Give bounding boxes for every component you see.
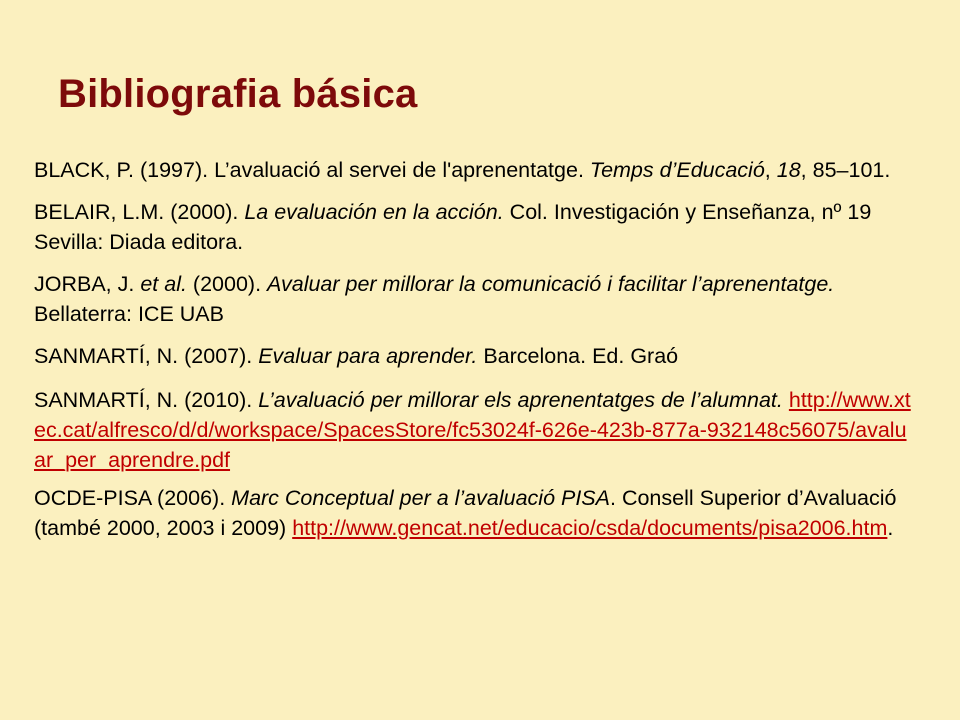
reference-text: BLACK, P. (1997). L’avaluació al servei de l'aprenentatge. [34, 158, 590, 182]
book-title: Evaluar para aprender. [258, 344, 478, 368]
reference-jorba-2000 [34, 269, 914, 329]
reference-text: , [764, 158, 777, 182]
reference-text: SANMARTÍ, N. (2010). [34, 388, 259, 412]
reference-text: , 85–101. [800, 158, 891, 182]
book-title: Avaluar per millorar la comunicació i facilitar l’aprenentatge. [267, 272, 835, 296]
reference-link-gencat[interactable]: http://www.gencat.net/educacio/csda/documents/pisa2006.htm [292, 516, 888, 540]
reference-text: . [887, 516, 894, 540]
reference-text: Barcelona. Ed. Graó [477, 344, 679, 368]
reference-text: . Consell Superior d’Avaluació (també 2000, 2003 i 2009) [34, 486, 897, 540]
reference-black-1997 [34, 155, 914, 185]
reference-text: (2000). [186, 272, 268, 296]
reference-sanmarti-2010 [34, 385, 914, 475]
document-title: Marc Conceptual per a l’avaluació PISA [231, 486, 610, 510]
reference-text: OCDE-PISA (2006). [34, 486, 232, 510]
reference-text: Bellaterra: ICE UAB [34, 302, 224, 326]
reference-text: BELAIR, L.M. (2000). [34, 200, 245, 224]
journal-title: Temps d’Educació [589, 158, 765, 182]
journal-volume: 18 [776, 158, 801, 182]
reference-text: Col. Investigación y Enseñanza, nº 19 Sevilla: Diada editora. [34, 200, 872, 254]
author-etal: et al. [140, 272, 187, 296]
reference-belair-2000 [34, 197, 914, 257]
reference-text: SANMARTÍ, N. (2007). [34, 344, 259, 368]
reference-text: JORBA, J. [34, 272, 141, 296]
reference-link-xtec[interactable]: http://www.xtec.cat/alfresco/d/d/workspace/SpacesStore/fc53024f-626e-423b-877a-932148c56075/avaluar_per_aprendre.pdf [34, 388, 911, 472]
reference-list [34, 155, 914, 543]
book-title: La evaluación en la acción. [244, 200, 504, 224]
reference-sanmarti-2007 [34, 341, 914, 371]
slide-title: Bibliografia básica [58, 72, 418, 116]
document-title: L’avaluació per millorar els aprenentatges de l’alumnat. [258, 388, 783, 412]
reference-ocde-pisa-2006 [34, 483, 914, 543]
